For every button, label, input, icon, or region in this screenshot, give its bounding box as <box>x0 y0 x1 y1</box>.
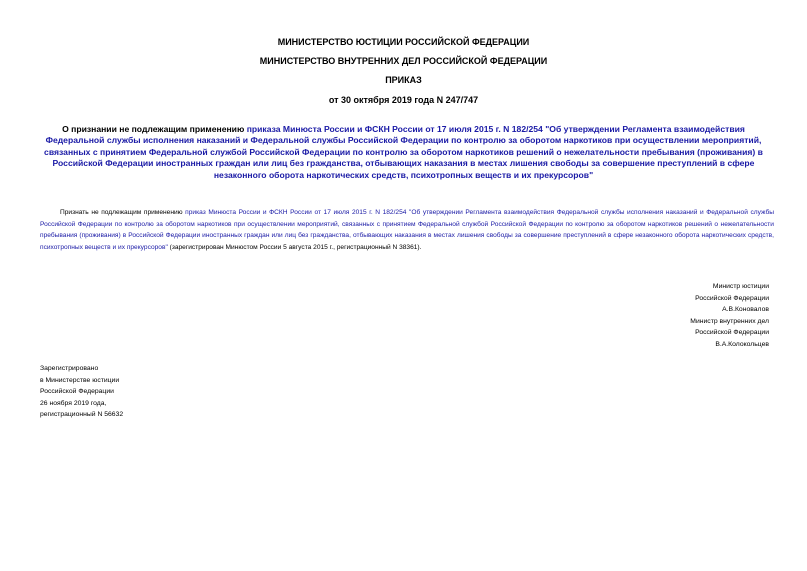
signature-block <box>569 281 769 351</box>
signature-line: Министр внутренних дел <box>690 317 769 325</box>
document-title <box>40 124 767 181</box>
ministry-justice-heading: МИНИСТЕРСТВО ЮСТИЦИИ РОССИЙСКОЙ ФЕДЕРАЦИИ <box>277 37 530 47</box>
registration-line: в Министерстве юстиции <box>40 376 120 384</box>
title-order-link[interactable]: приказа Минюста России и ФСКН России от 17 июля 2015 г. N 182/254 "Об утверждении Регламента взаимодействия Федеральной службы исполнения наказаний и Федеральной службы Российской Федерации по контролю за оборотом наркотиков при осуществлении мероприятий, связанных с принятием Федеральной службой Российской Федерации по контролю за оборотом наркотиков решений о нежелательности пребывания (проживания) в Российской Федерации иностранных граждан или лиц без гражданства, отбывающих наказания в местах лишения свободы за совершение преступлений в сфере незаконного оборота наркотических средств, психотропных веществ и их прекурсоров" <box>44 124 763 180</box>
title-prefix: О признании не подлежащим применению <box>62 124 247 134</box>
ministry-interior-heading: МИНИСТЕРСТВО ВНУТРЕННИХ ДЕЛ РОССИЙСКОЙ ФЕДЕРАЦИИ <box>259 56 548 66</box>
signature-line: А.В.Коновалов <box>722 306 769 314</box>
registration-line: Российской Федерации <box>40 388 114 396</box>
document-body-paragraph <box>40 207 774 253</box>
registration-block <box>40 363 123 421</box>
registration-line: регистрационный N 56632 <box>40 411 124 419</box>
signature-line: Российской Федерации <box>695 329 769 337</box>
body-prefix: Признать не подлежащим применению <box>60 209 186 216</box>
document-date-number: от 30 октября 2019 года N 247/747 <box>328 95 479 105</box>
body-suffix: (зарегистрирован Минюстом России 5 августа 2015 г., регистрационный N 38361). <box>167 243 422 251</box>
registration-line: Зарегистрировано <box>40 365 99 372</box>
signature-line: Российской Федерации <box>695 294 769 302</box>
document-type-heading: ПРИКАЗ <box>385 75 422 85</box>
registration-line: 26 ноября 2019 года, <box>40 399 107 407</box>
signature-line: Министр юстиции <box>712 283 769 290</box>
body-order-link[interactable]: приказ Минюста России и ФСКН России от 17 июля 2015 г. N 182/254 "Об утверждении Регламента взаимодействия Федеральной службы исполнения наказаний и Федеральной службы Российской Федерации по контролю за оборотом наркотиков при осуществлении мероприятий, связанных с принятием Федеральной службой Российской Федерации по контролю за оборотом наркотиков решений о нежелательности пребывания (проживания) в Российской Федерации иностранных граждан или лиц без гражданства, отбывающих наказания в местах лишения свободы за совершение преступлений в сфере незаконного оборота наркотических средств, психотропных веществ и их прекурсоров" <box>40 209 774 251</box>
signature-line: В.А.Колокольцев <box>715 340 769 348</box>
